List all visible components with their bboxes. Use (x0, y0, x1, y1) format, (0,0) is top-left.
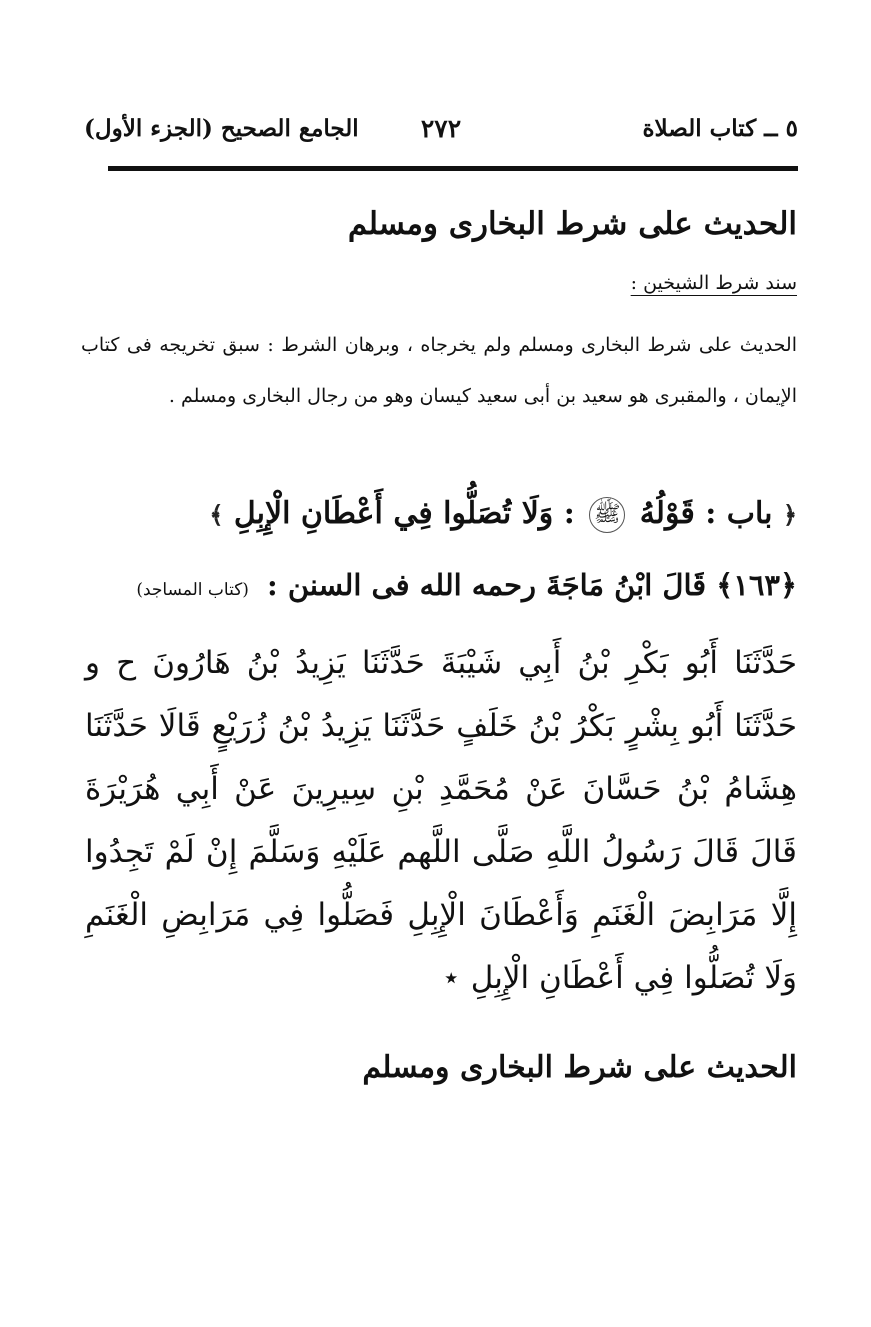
hadith-number: ﴿١٦٣﴾ (716, 568, 797, 602)
section-heading: الحديث على شرط البخارى ومسلم (347, 206, 797, 242)
header-page-number: ٢٧٢ (420, 113, 462, 143)
bab-open-ornament: ﴿ (782, 500, 797, 529)
bab-text-before: باب : قَوْلُهُ (639, 496, 773, 531)
bab-heading (77, 496, 797, 533)
sub-heading-text: سند شرط الشيخين : (630, 272, 797, 294)
salutation-glyph-icon: ﷺ (589, 497, 625, 533)
hadith-text: حَدَّثَنَا أَبُو بَكْرِ بْنُ أَبِي شَيْبَةَ حَدَّثَنَا يَزِيدُ بْنُ هَارُونَ ح و حَدَّثَنَا أَبُو بِشْرٍ بَكْرُ بْنُ خَلَفٍ حَدَّثَنَا يَزِيدُ بْنُ زُرَيْعٍ قَالَا حَدَّثَنَا هِشَامُ بْنُ حَسَّانَ عَنْ مُحَمَّدِ بْنِ سِيرِينَ عَنْ أَبِي هُرَيْرَةَ قَالَ قَالَ رَسُولُ اللَّهِ صَلَّى اللَّهم عَلَيْهِ وَسَلَّمَ إِنْ لَمْ تَجِدُوا إِلَّا مَرَابِضَ الْغَنَمِ وَأَعْطَانَ الْإِبِلِ فَصَلُّوا فِي مَرَابِضِ الْغَنَمِ وَلَا تُصَلُّوا فِي أَعْطَانِ الْإِبِلِ ⋆ (85, 645, 797, 996)
header-book-title: الجامع الصحيح (الجزء الأول) (84, 114, 359, 142)
bab-text-after: : وَلَا تُصَلُّوا فِي أَعْطَانِ الْإِبِلِ (233, 496, 575, 531)
running-header (84, 108, 798, 148)
note-paragraph: الحديث على شرط البخارى ومسلم ولم يخرجاه ، وبرهان الشرط : سبق تخريجه فى كتاب الإيمان ، والمقبرى هو سعيد بن أبى سعيد كيسان وهو من رجال البخارى ومسلم . (81, 334, 797, 407)
closing-line: الحديث على شرط البخارى ومسلم (362, 1050, 797, 1085)
hadith-intro: قَالَ ابْنُ مَاجَةَ رحمه الله فى السنن : (267, 568, 707, 602)
bab-close-ornament: ﴾ (209, 500, 224, 529)
hadith-source-ref: (كتاب المساجد) (136, 580, 249, 600)
sub-heading (631, 272, 797, 294)
header-rule (108, 166, 798, 171)
header-chapter: ٥ ــ كتاب الصلاة (642, 114, 798, 142)
hadith-heading (77, 568, 797, 602)
